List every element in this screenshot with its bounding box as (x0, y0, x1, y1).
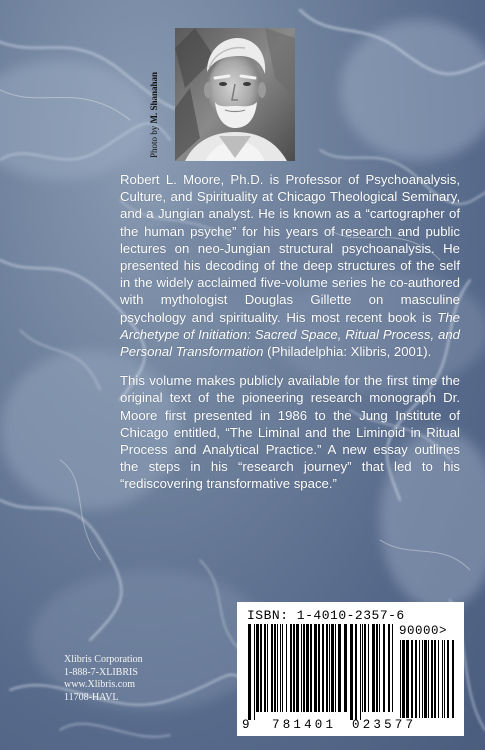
barcode-bar (400, 640, 401, 718)
publisher-phone: 1-888-7-XLIBRIS (64, 666, 138, 678)
barcode-bar (444, 640, 445, 718)
author-photo (175, 28, 295, 161)
barcode-bar (447, 640, 449, 718)
bio-p1-start: Robert L. Moore, Ph.D. is Professor of Psychoanalysis, Culture, and Spirituality at Chicago Theological Seminary, and a Jungian analyst. He is known as a “cartographer of the human psyche” for his years of research and public lectures on neo-Jungian structural psychoanalysis. He presented his decoding of the deep structures of the self in the widely acclaimed five-volume series he co-authored with mythologist Douglas Gillette on masculine psychology and spirituality. His most recent book is (120, 172, 460, 325)
barcode-bar (318, 624, 320, 712)
barcode-bar (419, 640, 420, 718)
author-bio (120, 171, 460, 505)
ean-barcode (247, 624, 395, 720)
barcode-bar (260, 624, 262, 712)
barcode-bar (277, 624, 278, 712)
barcode-bar (301, 624, 302, 712)
barcode-bar (267, 624, 268, 712)
bio-paragraph-1 (120, 171, 460, 360)
barcode-bar (362, 624, 363, 712)
barcode-bar (282, 624, 283, 712)
photo-credit-name: M. Shanahan (149, 71, 159, 124)
barcode-bar (344, 624, 347, 712)
addon-barcode (399, 640, 455, 720)
publisher-name: Xlibris Corporation (64, 654, 143, 665)
barcode-bar (424, 640, 427, 718)
barcode-bar (364, 624, 366, 712)
barcode-bar (376, 624, 378, 712)
publisher-info (64, 654, 143, 704)
barcode-bar (310, 624, 312, 712)
barcode-bar (296, 624, 299, 712)
barcode-bar (326, 624, 328, 712)
barcode-bar (392, 624, 393, 712)
barcode-bar (264, 624, 266, 712)
barcode-bar (256, 624, 259, 712)
barcode-bar (331, 624, 334, 712)
barcode-bar (306, 624, 309, 712)
barcode-bar (303, 624, 305, 712)
barcode-bar (368, 624, 369, 712)
barcode-bar (452, 640, 454, 718)
barcode-bar (280, 624, 281, 712)
barcode-bar (442, 640, 443, 718)
barcode-bar (434, 640, 436, 718)
bio-paragraph-2: This volume makes publicly available for the first time the original text of the pioneering research monograph Dr. Moore first presented in 1986 to the Jung Institute of Chicago entitled, “The Liminal and the Liminoid in Ritual Process and Analytical Practice.” A new essay outlines the steps in his “research journey” that led to his “rediscovering transformative space.” (120, 373, 460, 492)
barcode-bar (286, 624, 287, 712)
barcode-bar (415, 640, 417, 718)
barcode-bar (293, 624, 295, 712)
barcode-guard-bar (248, 624, 251, 720)
barcode-bar (422, 640, 423, 718)
bio-book-title: The Archetype of Initiation: Sacred Space, Ritual Process, and Personal Transformation (120, 309, 460, 360)
isbn-number: ISBN: 1-4010-2357-6 (247, 608, 405, 623)
barcode-guard-bar (254, 624, 255, 720)
barcode-bar (438, 640, 439, 718)
barcode-bar (329, 624, 330, 712)
publisher-website: www.Xlibris.com (64, 679, 136, 690)
photo-credit (149, 30, 167, 158)
barcode-bar (314, 624, 317, 712)
barcode-bar (322, 624, 324, 712)
barcode-bar (290, 624, 292, 712)
barcode-bar (335, 624, 336, 712)
barcode-bar (383, 624, 385, 712)
barcode-bar (388, 624, 390, 712)
barcode-guard-bar (355, 624, 357, 720)
barcode-bar (372, 624, 375, 712)
barcode-bar (271, 624, 273, 712)
barcode-bar (338, 624, 341, 712)
barcode-label (237, 602, 464, 736)
barcode-bar (402, 640, 405, 718)
ean-right-digits: 023577 (352, 718, 417, 732)
publisher-code: 11708-HAVL (64, 691, 119, 703)
ean-first-digit: 9 (242, 718, 250, 732)
addon-number: 90000> (399, 624, 448, 638)
barcode-bar (274, 624, 276, 712)
barcode-bar (379, 624, 380, 712)
author-portrait (175, 28, 295, 161)
barcode-bar (431, 640, 433, 718)
bio-p1-end: (Philadelphia: Xlibris, 2001). (263, 344, 432, 360)
photo-credit-prefix: Photo by (149, 125, 159, 158)
barcode-bar (411, 640, 413, 718)
barcode-guard-bar (360, 624, 361, 720)
ean-left-digits: 781401 (272, 718, 337, 732)
barcode-guard-bar (350, 624, 353, 720)
barcode-bar (406, 640, 409, 718)
barcode-bar (428, 640, 429, 718)
